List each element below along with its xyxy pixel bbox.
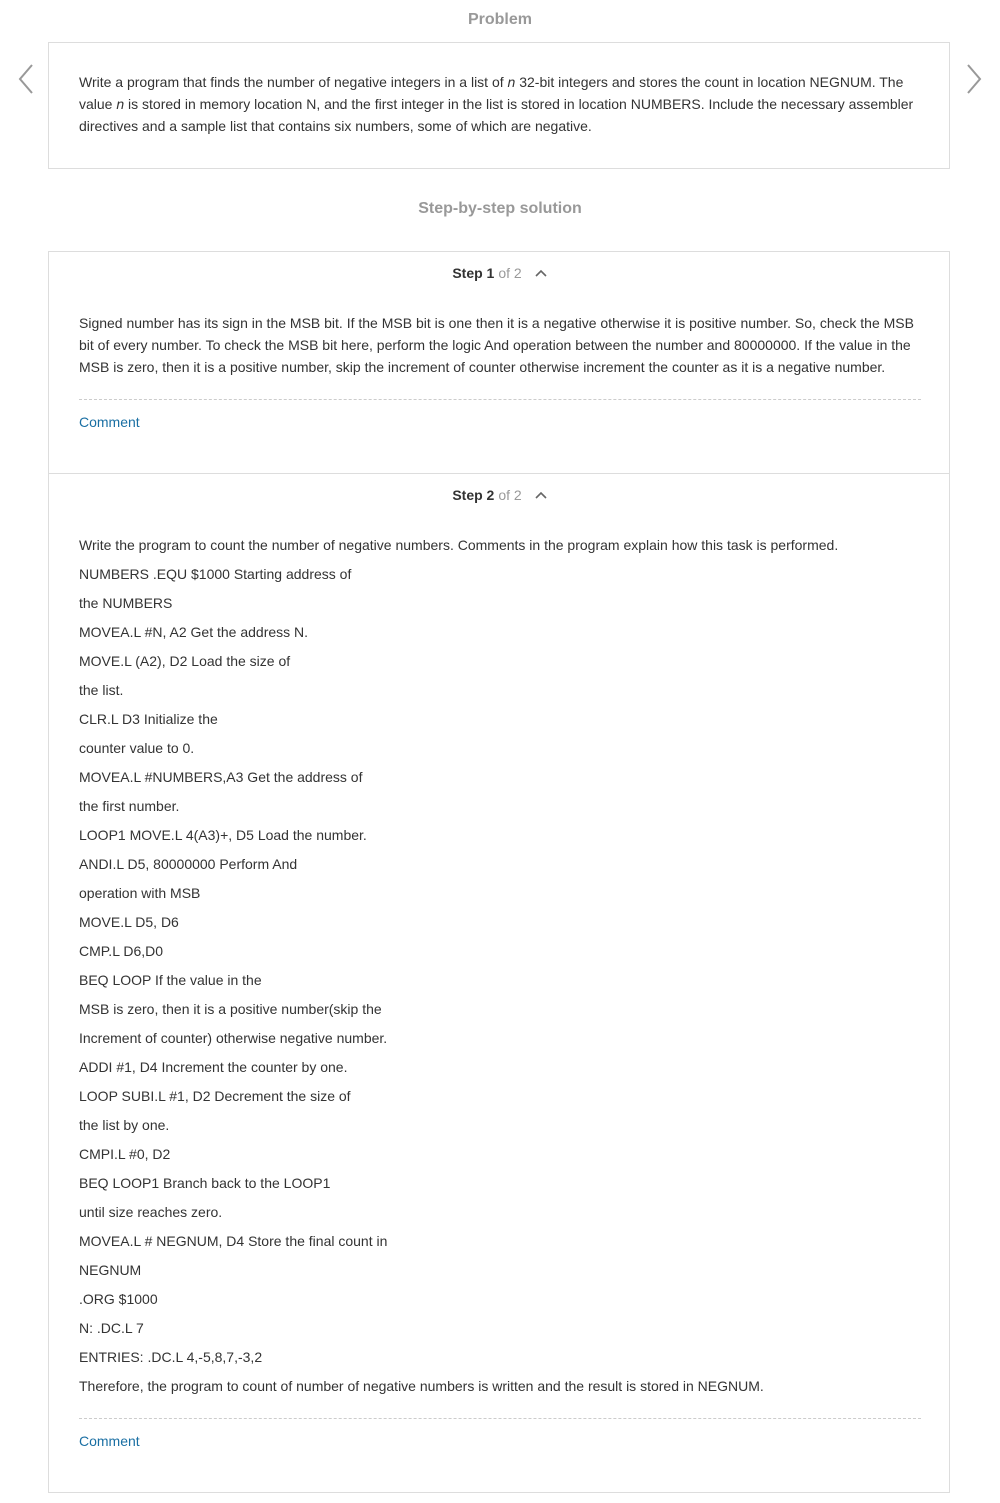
- prev-problem-button[interactable]: [12, 62, 40, 96]
- problem-variable: n: [116, 96, 125, 112]
- code-line: the list.: [79, 682, 124, 698]
- code-line: MSB is zero, then it is a positive number(skip the: [79, 1001, 382, 1017]
- chevron-right-icon: [960, 62, 988, 96]
- problem-text-part: is stored in memory location N, and the first integer in the list is stored in location NUMBERS. Include the necessary assembler directives and a sample list that contains six numbers, some of which are negative.: [79, 96, 914, 134]
- problem-heading: Problem: [467, 11, 532, 28]
- step-2-intro: Write the program to count the number of negative numbers. Comments in the program explain how this task is performed.: [79, 537, 839, 553]
- step-1-text: Signed number has its sign in the MSB bit. If the MSB bit is one then it is a negative otherwise it is positive number. So, check the MSB bit of every number. To check the MSB bit here, perform the logic And operation between the number and 80000000. If the value in the MSB is zero, then it is a positive number, skip the increment of counter otherwise increment the counter as it is a negative number.: [79, 315, 914, 375]
- code-line: CLR.L D3 Initialize the: [79, 711, 218, 727]
- solution-heading: Step-by-step solution: [418, 200, 582, 217]
- code-line: the first number.: [79, 798, 180, 814]
- code-line: counter value to 0.: [79, 740, 195, 756]
- step-count: of 2: [498, 265, 522, 281]
- code-line: MOVEA.L # NEGNUM, D4 Store the final count in: [79, 1233, 388, 1249]
- code-line: ADDI #1, D4 Increment the counter by one.: [79, 1059, 348, 1075]
- code-line: CMPI.L #0, D2: [79, 1146, 171, 1162]
- divider: [79, 399, 921, 400]
- step-2-header: [49, 487, 951, 503]
- problem-text-part: Write a program that finds the number of negative integers in a list of: [79, 74, 508, 90]
- problem-text-part: 32-bit integers and stores the count in location NEGNUM. The value: [79, 74, 904, 112]
- comment-link[interactable]: Comment: [79, 414, 140, 430]
- code-line: .ORG $1000: [79, 1291, 158, 1307]
- chevron-left-icon: [12, 62, 40, 96]
- code-line: N: .DC.L 7: [79, 1320, 144, 1336]
- step-count: of 2: [498, 487, 522, 503]
- code-line: operation with MSB: [79, 885, 201, 901]
- code-line: LOOP1 MOVE.L 4(A3)+, D5 Load the number.: [79, 827, 367, 843]
- code-line: until size reaches zero.: [79, 1204, 223, 1220]
- problem-statement: [79, 71, 921, 137]
- code-line: LOOP SUBI.L #1, D2 Decrement the size of: [79, 1088, 351, 1104]
- step-1-card: [48, 251, 950, 474]
- code-line: CMP.L D6,D0: [79, 943, 164, 959]
- code-line: the NUMBERS: [79, 595, 173, 611]
- code-line: BEQ LOOP1 Branch back to the LOOP1: [79, 1175, 331, 1191]
- code-line: MOVEA.L #NUMBERS,A3 Get the address of: [79, 769, 363, 785]
- problem-card: [48, 42, 950, 169]
- code-line: BEQ LOOP If the value in the: [79, 972, 262, 988]
- next-problem-button[interactable]: [960, 62, 988, 96]
- code-line: NUMBERS .EQU $1000 Starting address of: [79, 566, 352, 582]
- code-line: ANDI.L D5, 80000000 Perform And: [79, 856, 298, 872]
- step-2-conclusion: Therefore, the program to count of number of negative numbers is written and the result is stored in NEGNUM.: [79, 1378, 764, 1394]
- step-2-card: [48, 473, 950, 1493]
- comment-link[interactable]: Comment: [79, 1433, 140, 1449]
- code-line: MOVE.L (A2), D2 Load the size of: [79, 653, 291, 669]
- chevron-up-icon[interactable]: [534, 490, 548, 500]
- code-line: the list by one.: [79, 1117, 170, 1133]
- code-line: Increment of counter) otherwise negative number.: [79, 1030, 388, 1046]
- problem-variable: n: [507, 74, 516, 90]
- chevron-up-icon[interactable]: [534, 268, 548, 278]
- step-label: Step 1: [452, 265, 495, 281]
- step-label: Step 2: [452, 487, 495, 503]
- step-1-header: [49, 265, 951, 281]
- code-line: MOVEA.L #N, A2 Get the address N.: [79, 624, 309, 640]
- code-line: ENTRIES: .DC.L 4,-5,8,7,-3,2: [79, 1349, 263, 1365]
- code-line: MOVE.L D5, D6: [79, 914, 179, 930]
- divider: [79, 1418, 921, 1419]
- code-line: NEGNUM: [79, 1262, 142, 1278]
